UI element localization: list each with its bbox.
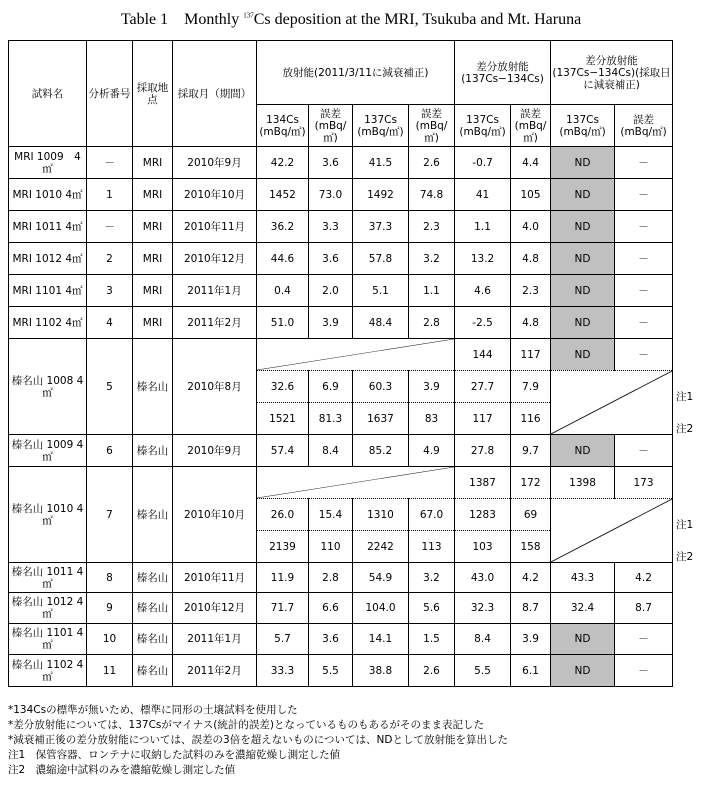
deposition-table (8, 40, 673, 687)
table-cell: MRI (133, 243, 173, 275)
nd-cell: ND (551, 147, 615, 179)
table-cell: 1398 (551, 467, 615, 499)
table-cell: 1283 (455, 499, 511, 531)
table-cell: 4.2 (511, 563, 551, 593)
table-cell: MRI 1012 4㎡ (9, 243, 87, 275)
table-cell: 2010年12月 (173, 593, 257, 624)
table-cell: 14.1 (353, 624, 409, 655)
table-cell: 榛名山 (133, 655, 173, 687)
table-cell: － (615, 147, 673, 179)
table-cell: 67.0 (409, 499, 455, 531)
footnote: 注2 濃縮途中試料のみを濃縮乾燥し測定した値 (8, 764, 236, 776)
table-row (9, 655, 673, 687)
note-marker-2: 注2 (676, 423, 694, 435)
table-cell: 2.0 (309, 275, 353, 307)
table-cell: 11.9 (257, 563, 309, 593)
table-cell: － (615, 211, 673, 243)
table-cell: 2011年1月 (173, 624, 257, 655)
table-cell: 83 (409, 403, 455, 435)
table-cell: － (615, 243, 673, 275)
header-sample: 試料名 (9, 41, 87, 147)
table-cell: 85.2 (353, 435, 409, 467)
table-cell: 榛名山 (133, 467, 173, 563)
table-cell: 3.3 (309, 211, 353, 243)
table-cell: 榛名山 (133, 563, 173, 593)
table-cell: 0.4 (257, 275, 309, 307)
table-cell: 榛名山 1008 4㎡ (9, 339, 87, 435)
table-cell: 6 (87, 435, 133, 467)
table-cell: － (615, 655, 673, 687)
table-cell: 2010年9月 (173, 435, 257, 467)
table-cell: MRI 1011 4㎡ (9, 211, 87, 243)
table-cell: 3.2 (409, 243, 455, 275)
table-cell: 110 (309, 531, 353, 563)
table-cell: 4.2 (615, 563, 673, 593)
note-marker-1: 注1 (676, 519, 694, 531)
table-cell: 2010年11月 (173, 211, 257, 243)
table-cell: 36.2 (257, 211, 309, 243)
table-cell: － (87, 147, 133, 179)
table-cell: -2.5 (455, 307, 511, 339)
table-cell: 5.6 (409, 593, 455, 624)
nd-cell: ND (551, 307, 615, 339)
table-cell: 2139 (257, 531, 309, 563)
table-cell: 1452 (257, 179, 309, 211)
diagonal-cell (551, 371, 673, 435)
table-cell: 1492 (353, 179, 409, 211)
table-cell: 7.9 (511, 371, 551, 403)
table-cell: MRI (133, 211, 173, 243)
table-cell: 13.2 (455, 243, 511, 275)
table-cell: 3 (87, 275, 133, 307)
table-cell: 103 (455, 531, 511, 563)
table-cell: 4.6 (455, 275, 511, 307)
table-cell: 榛名山 (133, 593, 173, 624)
table-cell: 7 (87, 467, 133, 563)
table-cell: 51.0 (257, 307, 309, 339)
table-cell: 43.3 (551, 563, 615, 593)
table-cell: － (87, 211, 133, 243)
table-cell: MRI 1009 4㎡ (9, 147, 87, 179)
table-cell: 32.6 (257, 371, 309, 403)
header-error-134: 誤差 (mBq/㎡) (309, 105, 353, 147)
table-cell: 26.0 (257, 499, 309, 531)
table-cell: 榛名山 (133, 339, 173, 435)
table-cell: 1 (87, 179, 133, 211)
footnotes (8, 703, 508, 778)
table-cell: 1521 (257, 403, 309, 435)
table-cell: 2.6 (409, 655, 455, 687)
table-cell: 3.9 (511, 624, 551, 655)
table-cell: 2010年8月 (173, 339, 257, 435)
table-cell: 116 (511, 403, 551, 435)
table-cell: 8.4 (309, 435, 353, 467)
table-cell: 2011年2月 (173, 307, 257, 339)
table-cell: 3.6 (309, 147, 353, 179)
table-cell: 6.1 (511, 655, 551, 687)
table-cell: 60.3 (353, 371, 409, 403)
header-month: 採取月（期間） (173, 41, 257, 147)
table-row (9, 467, 673, 499)
table-cell: 榛名山 1010 4㎡ (9, 467, 87, 563)
table-cell: 5.5 (309, 655, 353, 687)
table-cell: － (615, 339, 673, 371)
nd-cell: ND (551, 655, 615, 687)
table-cell: 3.6 (309, 624, 353, 655)
table-cell: 1387 (455, 467, 511, 499)
header-cs134: 134Cs (mBq/㎡) (257, 105, 309, 147)
table-row (9, 307, 673, 339)
table-cell: -0.7 (455, 147, 511, 179)
table-cell: 71.7 (257, 593, 309, 624)
table-cell: 2010年10月 (173, 467, 257, 563)
table-cell: 4.4 (511, 147, 551, 179)
table-cell: 4.8 (511, 243, 551, 275)
table-cell: 32.4 (551, 593, 615, 624)
table-cell: 38.8 (353, 655, 409, 687)
table-cell: 57.4 (257, 435, 309, 467)
table-cell: MRI (133, 147, 173, 179)
table-cell: 2.8 (309, 563, 353, 593)
table-cell: 6.9 (309, 371, 353, 403)
table-cell: 3.9 (309, 307, 353, 339)
header-diff-cs137: 137Cs (mBq/㎡) (455, 105, 511, 147)
table-cell: MRI 1102 4㎡ (9, 307, 87, 339)
table-cell: 2.6 (409, 147, 455, 179)
table-cell: 2.3 (511, 275, 551, 307)
table-row (9, 339, 673, 371)
table-title: Table 1 Monthly $^{137}$Cs deposition at the MRI, Tsukuba and Mt. Haruna (120, 11, 582, 28)
table-cell: 2.3 (409, 211, 455, 243)
table-cell: 4.9 (409, 435, 455, 467)
table-cell: 3.6 (309, 243, 353, 275)
table-cell: 5.7 (257, 624, 309, 655)
table-cell: 32.3 (455, 593, 511, 624)
table-cell: 43.0 (455, 563, 511, 593)
table-cell: 41 (455, 179, 511, 211)
table-cell: 榛名山 (133, 435, 173, 467)
header-diff-error: 誤差 (mBq/㎡) (511, 105, 551, 147)
table-cell: 37.3 (353, 211, 409, 243)
table-cell: 1.1 (455, 211, 511, 243)
diagonal-cell (551, 499, 673, 563)
table-cell: MRI (133, 275, 173, 307)
table-cell: 113 (409, 531, 455, 563)
header-place: 採取地点 (133, 41, 173, 147)
footnote: *減衰補正後の差分放射能については、誤差の3倍を超えないものについては、NDとして放射能を算出した (8, 734, 508, 746)
nd-cell: ND (551, 624, 615, 655)
table-cell: 8 (87, 563, 133, 593)
table-cell: 117 (455, 403, 511, 435)
table-cell: 33.3 (257, 655, 309, 687)
table-cell: 5.1 (353, 275, 409, 307)
table-cell: 41.5 (353, 147, 409, 179)
table-row (9, 147, 673, 179)
nd-cell: ND (551, 339, 615, 371)
header-diff-decay: 差分放射能 (137Cs−134Cs)(採取日に減衰補正) (551, 41, 673, 105)
table-cell: 74.8 (409, 179, 455, 211)
diagonal-cell (257, 467, 455, 499)
table-cell: 73.0 (309, 179, 353, 211)
table-cell: 榛名山 1011 4㎡ (9, 563, 87, 593)
table-cell: 2010年12月 (173, 243, 257, 275)
table-cell: 173 (615, 467, 673, 499)
table-cell: 117 (511, 339, 551, 371)
table-cell: 44.6 (257, 243, 309, 275)
table-cell: 54.9 (353, 563, 409, 593)
table-cell: 8.4 (455, 624, 511, 655)
table-cell: 158 (511, 531, 551, 563)
nd-cell: ND (551, 243, 615, 275)
table-cell: 5 (87, 339, 133, 435)
table-cell: 27.7 (455, 371, 511, 403)
table-cell: 11 (87, 655, 133, 687)
table-cell: 1310 (353, 499, 409, 531)
table-row (9, 179, 673, 211)
table-cell: 榛名山 1101 4㎡ (9, 624, 87, 655)
table-cell: － (615, 275, 673, 307)
table-cell: － (615, 179, 673, 211)
table-row (9, 563, 673, 593)
table-cell: 8.7 (511, 593, 551, 624)
header-dd-cs137: 137Cs (mBq/㎡) (551, 105, 615, 147)
table-cell: MRI (133, 179, 173, 211)
table-cell: 榛名山 1102 4㎡ (9, 655, 87, 687)
table-row (9, 593, 673, 624)
table-row (9, 211, 673, 243)
header-error-137: 誤差 (mBq/㎡) (409, 105, 455, 147)
table-cell: 15.4 (309, 499, 353, 531)
table-cell: 48.4 (353, 307, 409, 339)
table-cell: 57.8 (353, 243, 409, 275)
table-cell: 榛名山 1012 4㎡ (9, 593, 87, 624)
header-radioactivity: 放射能(2011/3/11に減衰補正) (257, 41, 455, 105)
table-row (9, 435, 673, 467)
table-cell: 27.8 (455, 435, 511, 467)
table-cell: 9 (87, 593, 133, 624)
table-cell: 2011年1月 (173, 275, 257, 307)
table-cell: 42.2 (257, 147, 309, 179)
table-cell: 榛名山 (133, 624, 173, 655)
table-cell: 4 (87, 307, 133, 339)
table-row (9, 243, 673, 275)
table-cell: 6.6 (309, 593, 353, 624)
table-cell: 5.5 (455, 655, 511, 687)
table-cell: MRI (133, 307, 173, 339)
table-cell: 172 (511, 467, 551, 499)
table-cell: 1637 (353, 403, 409, 435)
table-cell: － (615, 307, 673, 339)
table-cell: 144 (455, 339, 511, 371)
table-cell: 2242 (353, 531, 409, 563)
table-cell: 1.1 (409, 275, 455, 307)
table-cell: MRI 1010 4㎡ (9, 179, 87, 211)
nd-cell: ND (551, 435, 615, 467)
diagonal-cell (257, 339, 455, 371)
footnote: 注1 保管容器、ロンテナに収納した試料のみを濃縮乾燥し測定した値 (8, 749, 341, 761)
header-diff: 差分放射能 (137Cs−134Cs) (455, 41, 551, 105)
table-cell: － (615, 435, 673, 467)
table-cell: 69 (511, 499, 551, 531)
table-cell: 81.3 (309, 403, 353, 435)
table-cell: 2011年2月 (173, 655, 257, 687)
table-cell: 3.2 (409, 563, 455, 593)
table-cell: 榛名山 1009 4㎡ (9, 435, 87, 467)
nd-cell: ND (551, 211, 615, 243)
table-cell: － (615, 624, 673, 655)
header-cs137: 137Cs (mBq/㎡) (353, 105, 409, 147)
footnote: *差分放射能については、137Csがマイナス(統計的誤差)となっているものもあるがそのまま表記した (8, 719, 484, 731)
table-cell: 3.9 (409, 371, 455, 403)
table-row (9, 624, 673, 655)
table-cell: 4.0 (511, 211, 551, 243)
table-cell: 8.7 (615, 593, 673, 624)
table-cell: 2.8 (409, 307, 455, 339)
table-row (9, 275, 673, 307)
table-cell: 4.8 (511, 307, 551, 339)
note-marker-2: 注2 (676, 551, 694, 563)
footnote: *134Csの標準が無いため、標準に同形の土壌試料を使用した (8, 704, 298, 716)
table-cell: 104.0 (353, 593, 409, 624)
table-cell: 2010年11月 (173, 563, 257, 593)
nd-cell: ND (551, 179, 615, 211)
table-cell: 105 (511, 179, 551, 211)
table-cell: 2010年10月 (173, 179, 257, 211)
header-dd-error: 誤差 (mBq/㎡) (615, 105, 673, 147)
table-cell: MRI 1101 4㎡ (9, 275, 87, 307)
table-cell: 10 (87, 624, 133, 655)
table-cell: 2010年9月 (173, 147, 257, 179)
note-marker-1: 注1 (676, 391, 694, 403)
table-cell: 9.7 (511, 435, 551, 467)
nd-cell: ND (551, 275, 615, 307)
table-cell: 2 (87, 243, 133, 275)
table-cell: 1.5 (409, 624, 455, 655)
header-number: 分析番号 (87, 41, 133, 147)
